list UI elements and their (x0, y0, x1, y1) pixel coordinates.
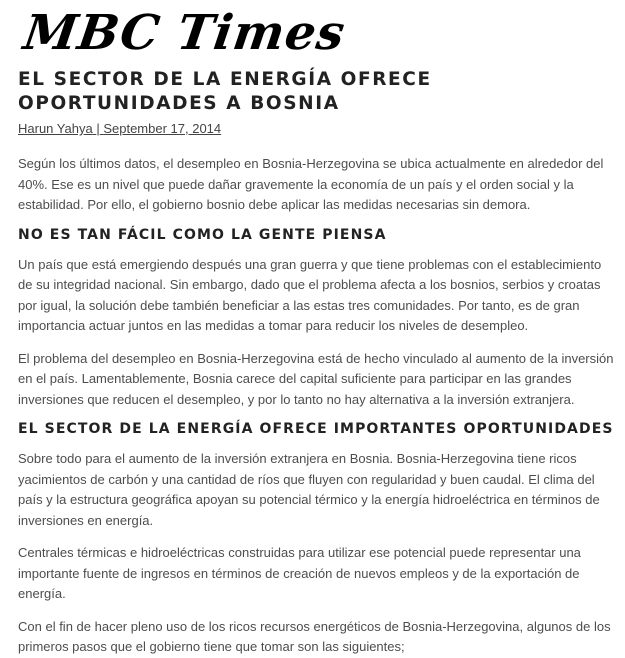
section-heading-1: NO ES TAN FÁCIL COMO LA GENTE PIENSA (18, 226, 387, 243)
section2-paragraph-2: Centrales térmicas e hidroeléctricas construidas para utilizar ese potencial puede representar una importante fuente de ingresos en términos de creación de nuevos empleos y de la exportación de energía. (18, 545, 581, 601)
masthead-logo: MBC Times (20, 5, 349, 61)
intro-paragraph: Según los últimos datos, el desempleo en Bosnia-Herzegovina se ubica actualmente en alrededor del 40%. Ese es un nivel que puede dañar gravemente la economía de un país y el orden social y la estabilidad. Por ello, el gobierno bosnio debe aplicar las medidas necesarias sin demora. (18, 156, 604, 212)
section1-paragraph-2: El problema del desempleo en Bosnia-Herzegovina está de hecho vinculado al aumento de la inversión en el país. Lamentablemente, Bosnia carece del capital suficiente para participar en las grandes inversiones que reducen el desempleo, y por lo tanto no hay alternativa a la inversión extranjera. (18, 350, 614, 407)
publish-date: September 17, 2014 (103, 121, 222, 136)
article (18, 68, 618, 658)
section2-paragraph-1: Sobre todo para el aumento de la inversión extranjera en Bosnia. Bosnia-Herzegovina tiene ricos yacimientos de carbón y una cantidad de ríos que fluyen con regularidad y buen caudal. El clima del país y la estructura geográfica apoyan su potencial térmico y la energía hidroeléctrica en términos de inversiones en energía. (18, 451, 600, 528)
author-link[interactable]: Harun Yahya (18, 121, 93, 136)
byline[interactable] (18, 121, 618, 137)
byline-separator: | (96, 121, 100, 136)
section-heading-2: EL SECTOR DE LA ENERGÍA OFRECE IMPORTANTES OPORTUNIDADES (18, 421, 614, 437)
section2-paragraph-3: Con el fin de hacer pleno uso de los ricos recursos energéticos de Bosnia-Herzegovina, algunos de los primeros pasos que el gobierno tiene que tomar son las siguientes; (18, 618, 611, 654)
article-title: EL SECTOR DE LA ENERGÍA OFRECE OPORTUNIDADES A BOSNIA (18, 69, 432, 114)
section1-paragraph-1: Un país que está emergiendo después una gran guerra y que tiene problemas con el establecimiento de su integridad nacional. Sin embargo, dado que el problema afecta a los bosnios, serbios y croatas por igual, la solución debe también beneficiar a las estas tres comunidades. Por tanto, es de gran importancia actuar juntos en las medidas a tomar para reducir los niveles de desempleo. (18, 256, 602, 333)
